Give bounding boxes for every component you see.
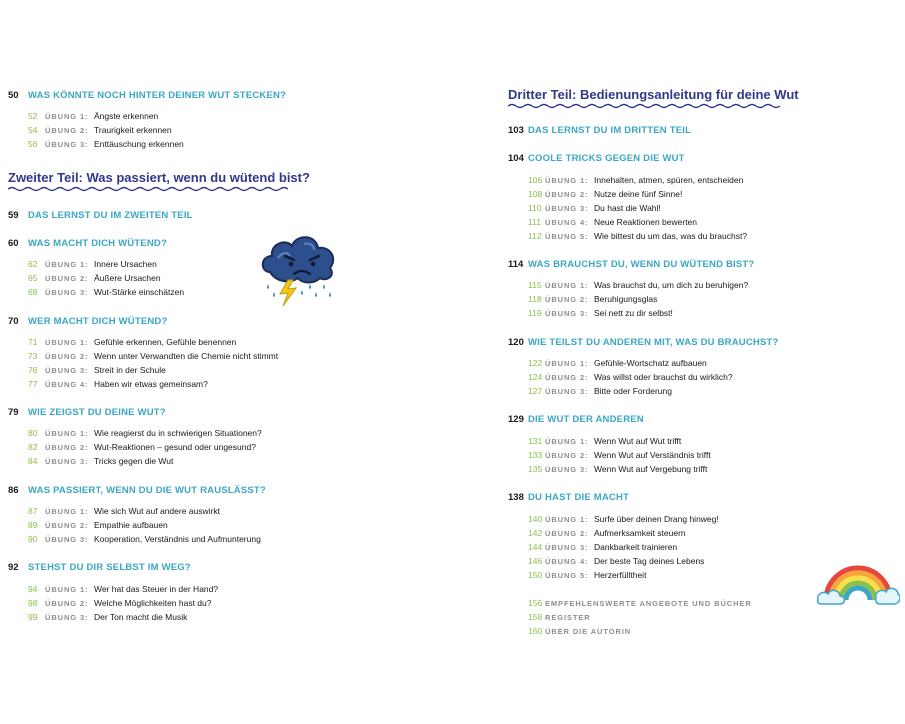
- part-title-dritter-teil: Dritter Teil: Bedienungsanleitung für deine Wut: [508, 87, 799, 109]
- toc-exercise[interactable]: 90 ÜBUNG 3: Kooperation, Verständnis und Aufmunterung: [28, 534, 261, 544]
- toc-exercise[interactable]: 146 ÜBUNG 4: Der beste Tag deines Lebens: [528, 556, 705, 566]
- toc-exercise[interactable]: 140 ÜBUNG 1: Surfe über deinen Drang hinweg!: [528, 514, 719, 524]
- toc-exercise[interactable]: 144 ÜBUNG 3: Dankbarkeit trainieren: [528, 542, 678, 552]
- toc-exercise[interactable]: 76 ÜBUNG 3: Streit in der Schule: [28, 365, 166, 375]
- toc-exercise[interactable]: 84 ÜBUNG 3: Tricks gegen die Wut: [28, 456, 174, 466]
- toc-chapter-138[interactable]: 138 DU HAST DIE MACHT: [508, 492, 630, 503]
- toc-exercise[interactable]: 106 ÜBUNG 1: Innehalten, atmen, spüren, entscheiden: [528, 175, 744, 185]
- toc-exercise[interactable]: 94 ÜBUNG 1: Wer hat das Steuer in der Hand?: [28, 584, 219, 594]
- toc-exercise[interactable]: 112 ÜBUNG 5: Wie bittest du um das, was du brauchst?: [528, 231, 748, 241]
- storm-cloud-icon: [258, 226, 340, 313]
- toc-exercise[interactable]: 131 ÜBUNG 1: Wenn Wut auf Wut trifft: [528, 436, 682, 446]
- toc-exercise[interactable]: 65 ÜBUNG 2: Äußere Ursachen: [28, 273, 161, 283]
- toc-exercise[interactable]: 119 ÜBUNG 3: Sei nett zu dir selbst!: [528, 308, 673, 318]
- toc-exercise[interactable]: 122 ÜBUNG 1: Gefühle-Wortschatz aufbauen: [528, 358, 707, 368]
- toc-exercise[interactable]: 54 ÜBUNG 2: Traurigkeit erkennen: [28, 125, 172, 135]
- toc-chapter-103[interactable]: 103 DAS LERNST DU IM DRITTEN TEIL: [508, 125, 692, 136]
- wavy-underline-icon: [508, 103, 786, 109]
- toc-chapter-60[interactable]: 60 WAS MACHT DICH WÜTEND?: [8, 238, 167, 249]
- toc-chapter-120[interactable]: 120 WIE TEILST DU ANDEREN MIT, WAS DU BRAUCHST?: [508, 337, 779, 348]
- toc-exercise[interactable]: 115 ÜBUNG 1: Was brauchst du, um dich zu beruhigen?: [528, 280, 749, 290]
- toc-exercise[interactable]: 80 ÜBUNG 1: Wie reagierst du in schwierigen Situationen?: [28, 428, 262, 438]
- toc-exercise[interactable]: 133 ÜBUNG 2: Wenn Wut auf Verständnis trifft: [528, 450, 711, 460]
- toc-chapter-129[interactable]: 129 DIE WUT DER ANDEREN: [508, 414, 644, 425]
- toc-exercise[interactable]: 135 ÜBUNG 3: Wenn Wut auf Vergebung trifft: [528, 464, 708, 474]
- toc-chapter-59[interactable]: 59 DAS LERNST DU IM ZWEITEN TEIL: [8, 210, 193, 221]
- toc-chapter-70[interactable]: 70 WER MACHT DICH WÜTEND?: [8, 316, 168, 327]
- toc-extra-empfehlungen[interactable]: 156 EMPFEHLENSWERTE ANGEBOTE UND BÜCHER: [528, 598, 752, 608]
- toc-chapter-79[interactable]: 79 WIE ZEIGST DU DEINE WUT?: [8, 407, 166, 418]
- toc-exercise[interactable]: 71 ÜBUNG 1: Gefühle erkennen, Gefühle benennen: [28, 337, 237, 347]
- toc-exercise[interactable]: 82 ÜBUNG 2: Wut-Reaktionen – gesund oder ungesund?: [28, 442, 256, 452]
- toc-exercise[interactable]: 68 ÜBUNG 3: Wut-Stärke einschätzen: [28, 287, 185, 297]
- toc-exercise[interactable]: 62 ÜBUNG 1: Innere Ursachen: [28, 259, 157, 269]
- toc-chapter-50[interactable]: 50 WAS KÖNNTE NOCH HINTER DEINER WUT STECKEN?: [8, 90, 287, 101]
- toc-exercise[interactable]: 110 ÜBUNG 3: Du hast die Wahl!: [528, 203, 661, 213]
- part-title-zweiter-teil: Zweiter Teil: Was passiert, wenn du wütend bist?: [8, 170, 310, 192]
- toc-exercise[interactable]: 87 ÜBUNG 1: Wie sich Wut auf andere auswirkt: [28, 506, 220, 516]
- toc-exercise[interactable]: 142 ÜBUNG 2: Aufmerksamkeit steuern: [528, 528, 686, 538]
- toc-extra-register[interactable]: 158 REGISTER: [528, 612, 591, 622]
- toc-exercise[interactable]: 73 ÜBUNG 2: Wenn unter Verwandten die Chemie nicht stimmt: [28, 351, 279, 361]
- toc-exercise[interactable]: 98 ÜBUNG 2: Welche Möglichkeiten hast du?: [28, 598, 212, 608]
- toc-exercise[interactable]: 150 ÜBUNG 5: Herzerfülltheit: [528, 570, 647, 580]
- toc-chapter-114[interactable]: 114 WAS BRAUCHST DU, WENN DU WÜTEND BIST?: [508, 259, 755, 270]
- toc-chapter-92[interactable]: 92 STEHST DU DIR SELBST IM WEG?: [8, 562, 191, 573]
- toc-exercise[interactable]: 89 ÜBUNG 2: Empathie aufbauen: [28, 520, 168, 530]
- rainbow-icon: [816, 558, 900, 615]
- toc-exercise[interactable]: 56 ÜBUNG 3: Enttäuschung erkennen: [28, 139, 184, 149]
- toc-exercise[interactable]: 111 ÜBUNG 4: Neue Reaktionen bewerten: [528, 217, 698, 227]
- toc-exercise[interactable]: 124 ÜBUNG 2: Was willst oder brauchst du wirklich?: [528, 372, 733, 382]
- toc-extra-autorin[interactable]: 160 ÜBER DIE AUTORIN: [528, 626, 632, 636]
- toc-chapter-104[interactable]: 104 COOLE TRICKS GEGEN DIE WUT: [508, 153, 685, 164]
- toc-exercise[interactable]: 52 ÜBUNG 1: Ängste erkennen: [28, 111, 159, 121]
- toc-chapter-86[interactable]: 86 WAS PASSIERT, WENN DU DIE WUT RAUSLÄSST?: [8, 485, 266, 496]
- wavy-underline-icon: [8, 186, 290, 192]
- toc-exercise[interactable]: 77 ÜBUNG 4: Haben wir etwas gemeinsam?: [28, 379, 208, 389]
- toc-exercise[interactable]: 99 ÜBUNG 3: Der Ton macht die Musik: [28, 612, 188, 622]
- toc-exercise[interactable]: 127 ÜBUNG 3: Bitte oder Forderung: [528, 386, 672, 396]
- toc-exercise[interactable]: 118 ÜBUNG 2: Beruhigungsglas: [528, 294, 658, 304]
- toc-exercise[interactable]: 108 ÜBUNG 2: Nutze deine fünf Sinne!: [528, 189, 683, 199]
